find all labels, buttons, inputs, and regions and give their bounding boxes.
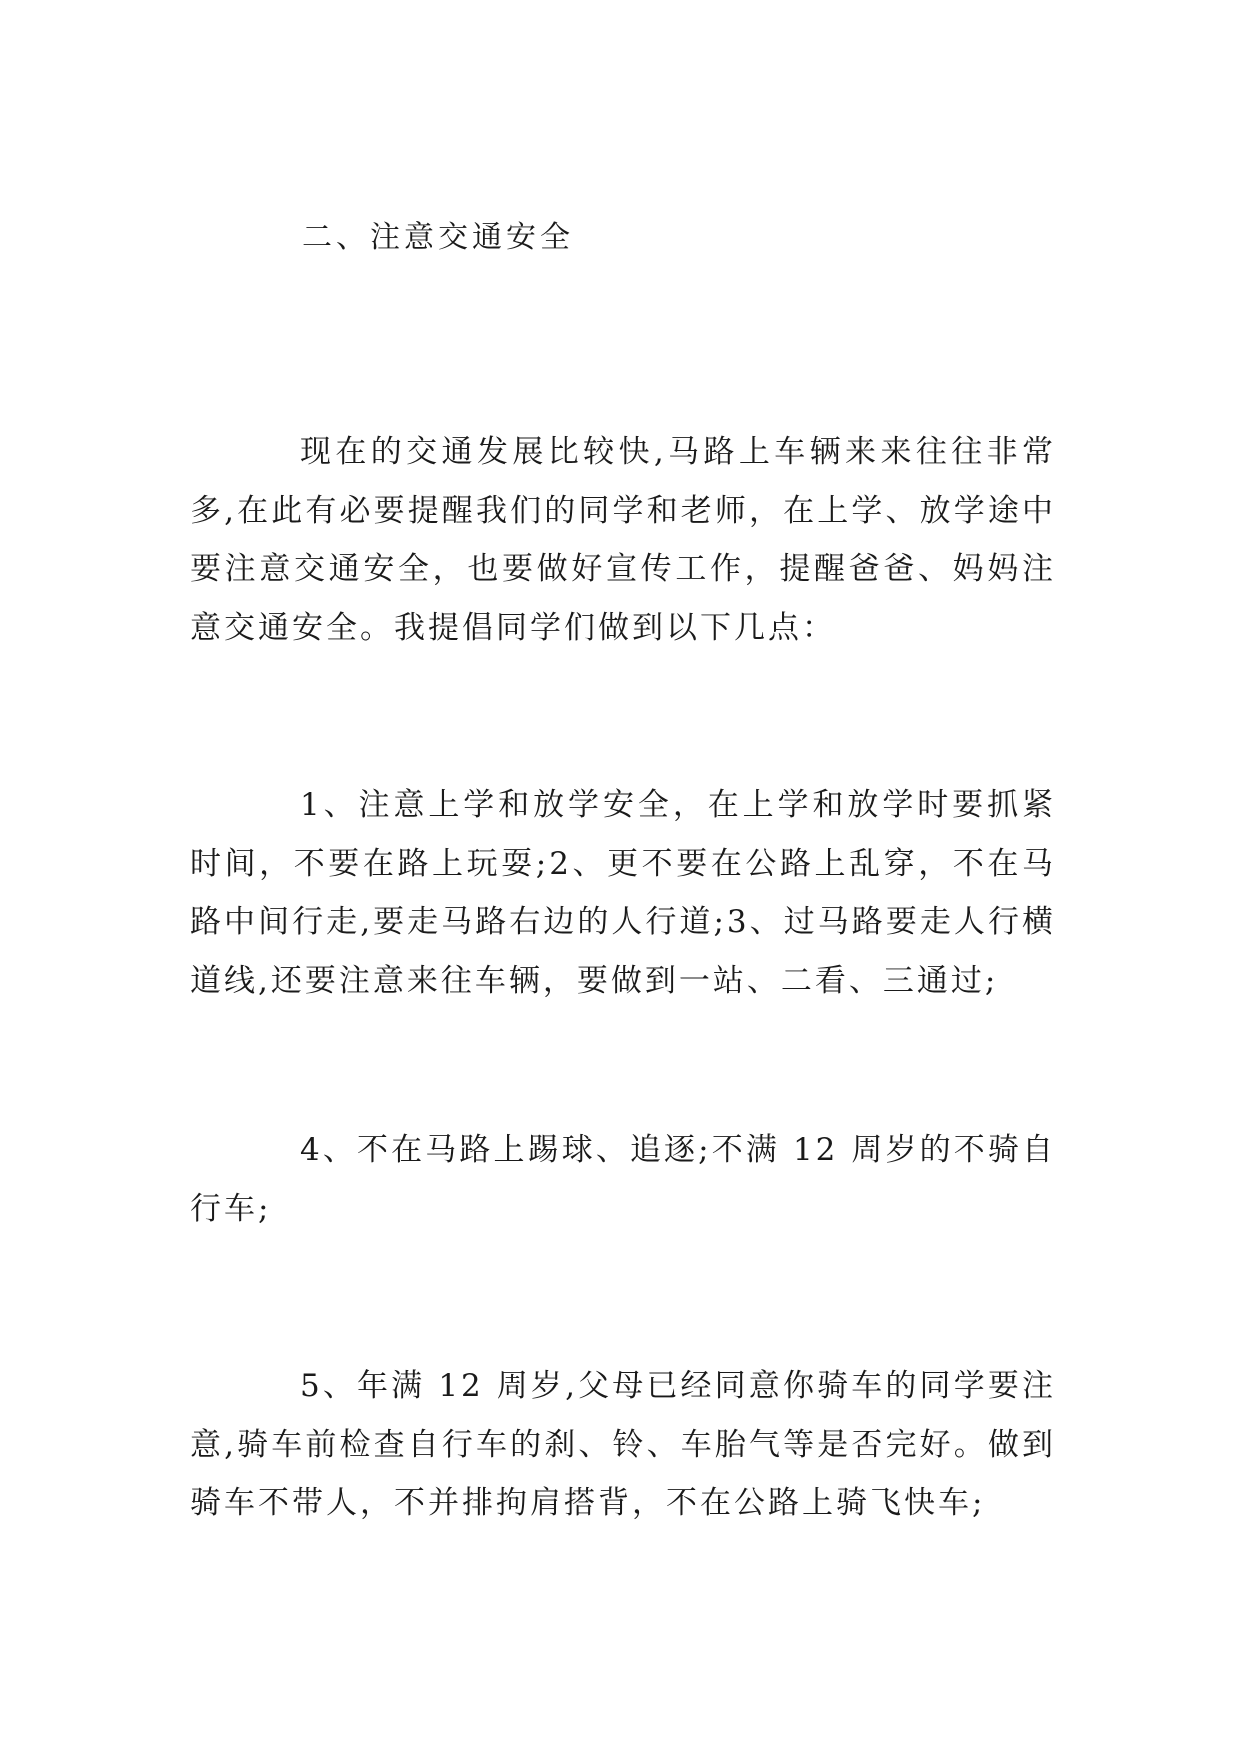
- paragraph-rule-5: 5、年满 12 周岁,父母已经同意你骑车的同学要注意,骑车前检查自行车的刹、铃、车胎气等是否完好。做到骑车不带人，不并排拘肩搭背，不在公路上骑飞快车;: [190, 1368, 1056, 1521]
- paragraph-rules-1-3: 1、注意上学和放学安全，在上学和放学时要抓紧时间，不要在路上玩耍;2、更不要在公路上乱穿，不在马路中间行走,要走马路右边的人行道;3、过马路要走人行横道线,还要注意来往车辆，要做到一站、二看、三通过;: [190, 787, 1056, 999]
- paragraph-intro: 现在的交通发展比较快,马路上车辆来来往往非常多,在此有必要提醒我们的同学和老师，在上学、放学途中要注意交通安全，也要做好宣传工作，提醒爸爸、妈妈注意交通安全。我提倡同学们做到以下几点：: [190, 434, 1056, 646]
- section-heading: 二、注意交通安全: [302, 220, 574, 255]
- paragraph-rule-4: 4、不在马路上踢球、追逐;不满 12 周岁的不骑自行车;: [190, 1132, 1056, 1227]
